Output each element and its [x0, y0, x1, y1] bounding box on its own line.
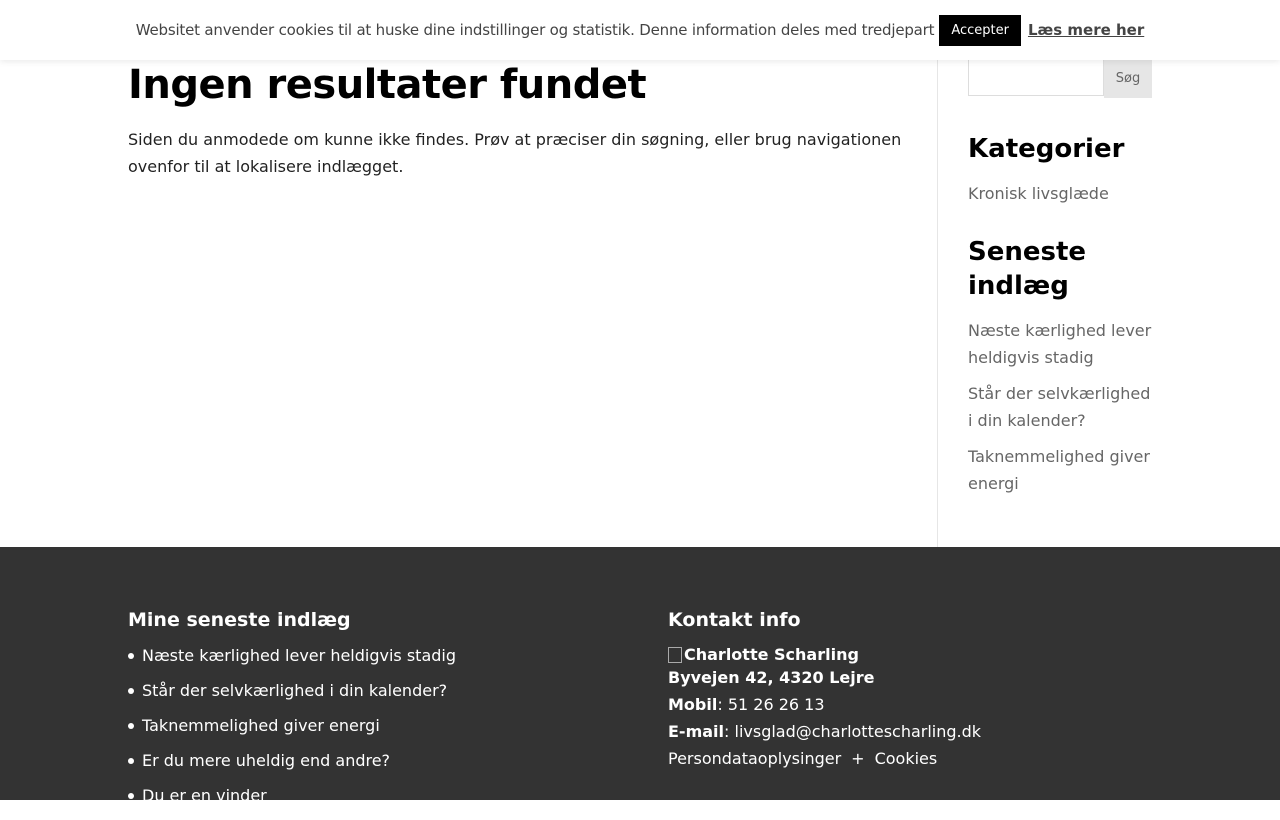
- cookie-accept-button[interactable]: Accepter: [939, 15, 1021, 46]
- recent-posts-list: [968, 317, 1152, 497]
- broken-image-icon: [668, 647, 682, 663]
- recent-posts-heading: Seneste indlæg: [968, 237, 1087, 301]
- footer-latest-heading: Mine seneste indlæg: [128, 609, 351, 631]
- footer-post-link[interactable]: Næste kærlighed lever heldigvis stadig: [128, 645, 608, 667]
- footer-legal-links: [668, 745, 1148, 772]
- cookie-read-more-link[interactable]: Læs mere her: [1027, 21, 1145, 39]
- contact-mobile: [668, 691, 1148, 718]
- footer: [0, 547, 1280, 805]
- footer-post-link[interactable]: Er du mere uheldig end andre?: [128, 750, 608, 772]
- mobile-label: Mobil: [668, 695, 718, 714]
- search-button[interactable]: Søg: [1104, 58, 1152, 98]
- footer-latest-posts: [128, 609, 608, 820]
- footer-contact-heading: Kontakt info: [668, 609, 801, 631]
- categories-heading: Kategorier: [968, 134, 1125, 164]
- page-title: Ingen resultater fundet: [128, 62, 647, 108]
- link-separator: +: [851, 749, 865, 768]
- footer-latest-list: [128, 645, 608, 807]
- recent-post-link[interactable]: Næste kærlighed lever heldigvis stadig: [968, 321, 1152, 367]
- category-link-kronisk-livsglaede[interactable]: Kronisk livsglæde: [968, 184, 1109, 203]
- cookie-banner: [0, 0, 1280, 60]
- mobile-value: : 51 26 26 13: [717, 695, 825, 714]
- email-value[interactable]: : livsglad@charlottescharling.dk: [724, 722, 982, 741]
- footer-post-link[interactable]: Står der selvkærlighed i din kalender?: [128, 680, 608, 702]
- contact-image: [668, 645, 1148, 664]
- email-label: E-mail: [668, 722, 725, 741]
- contact-email: [668, 718, 1148, 745]
- footer-post-link[interactable]: Taknemmelighed giver energi: [128, 715, 608, 737]
- sidebar-divider: [937, 60, 938, 547]
- contact-address: [668, 664, 1148, 691]
- search-form: [968, 58, 1152, 98]
- cookies-link[interactable]: Cookies: [874, 749, 938, 768]
- recent-post-link[interactable]: Taknemmelighed giver energi: [968, 447, 1150, 493]
- address-text: Byvejen 42, 4320 Lejre: [668, 668, 875, 687]
- footer-post-link[interactable]: Du er en vinder: [128, 785, 608, 807]
- contact-image-alt: Charlotte Scharling: [684, 645, 859, 664]
- sidebar: [968, 58, 1152, 506]
- page-description: Siden du anmodede om kunne ikke findes. Prøv at præciser din søgning, eller brug navigationen ovenfor til at lokalisere indlægget.: [128, 130, 902, 176]
- main-content: [128, 62, 908, 180]
- privacy-link[interactable]: Persondataoplysinger: [668, 749, 842, 768]
- recent-post-link[interactable]: Står der selvkærlighed i din kalender?: [968, 384, 1151, 430]
- footer-contact: [668, 609, 1148, 772]
- cookie-text: Websitet anvender cookies til at huske dine indstillinger og statistik. Denne information deles med tredjepart: [135, 21, 935, 39]
- search-input[interactable]: [968, 58, 1104, 96]
